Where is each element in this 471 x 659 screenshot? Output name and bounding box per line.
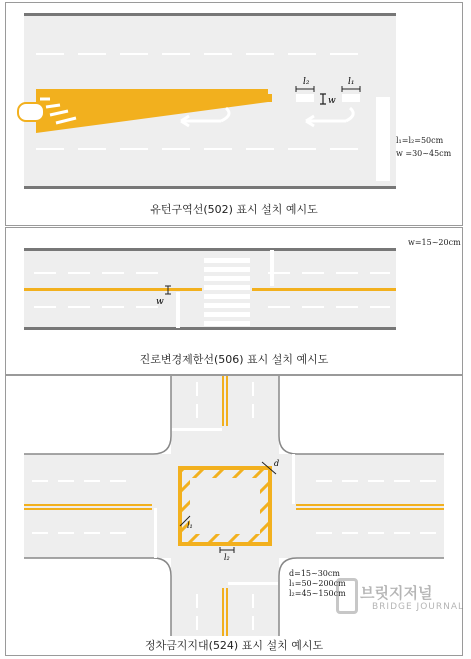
road-edge-bottom [24, 327, 396, 330]
watermark-logo-icon [336, 578, 358, 614]
no-stopping-note-1: d=15~30cm [289, 569, 340, 578]
road-edge-top [24, 13, 396, 16]
stop-line-left [176, 292, 180, 328]
label-l2: l₂ [303, 77, 310, 87]
uturn-caption: 유턴구역선(502) 표시 설치 예시도 [150, 203, 318, 216]
lane-change-note: w=15~20cm [408, 238, 461, 247]
watermark-name: 브릿지저널 [360, 584, 433, 602]
no-stopping-panel [5, 375, 463, 656]
label-w: w [156, 297, 164, 307]
median-nose [18, 103, 44, 121]
lane-change-panel [5, 227, 463, 375]
label-w: w [328, 96, 336, 106]
uturn-panel [5, 2, 463, 226]
stop-line-right [270, 250, 274, 286]
label-l2: l₂ [224, 553, 230, 562]
road-edge-top [24, 248, 396, 251]
lane-change-caption: 진로변경제한선(506) 표시 설치 예시도 [139, 353, 329, 366]
uturn-diagram [6, 3, 462, 225]
watermark-sub: BRIDGE JOURNAL [372, 602, 465, 612]
stop-line [376, 97, 390, 181]
uturn-note-1: l₁=l₂=50cm [396, 136, 444, 145]
no-stopping-diagram [6, 376, 465, 655]
no-stopping-note-3: l₂=45~150cm [289, 589, 346, 598]
no-stopping-caption: 정차금지지대(524) 표시 설치 예시도 [144, 639, 324, 652]
uturn-note-2: w =30~45cm [396, 149, 452, 158]
no-stopping-note-2: l₁=50~200cm [289, 579, 346, 588]
label-d: d [274, 459, 280, 468]
label-l1: l₁ [187, 521, 193, 530]
road-edge-bottom [24, 186, 396, 189]
label-l1: l₁ [348, 77, 355, 87]
